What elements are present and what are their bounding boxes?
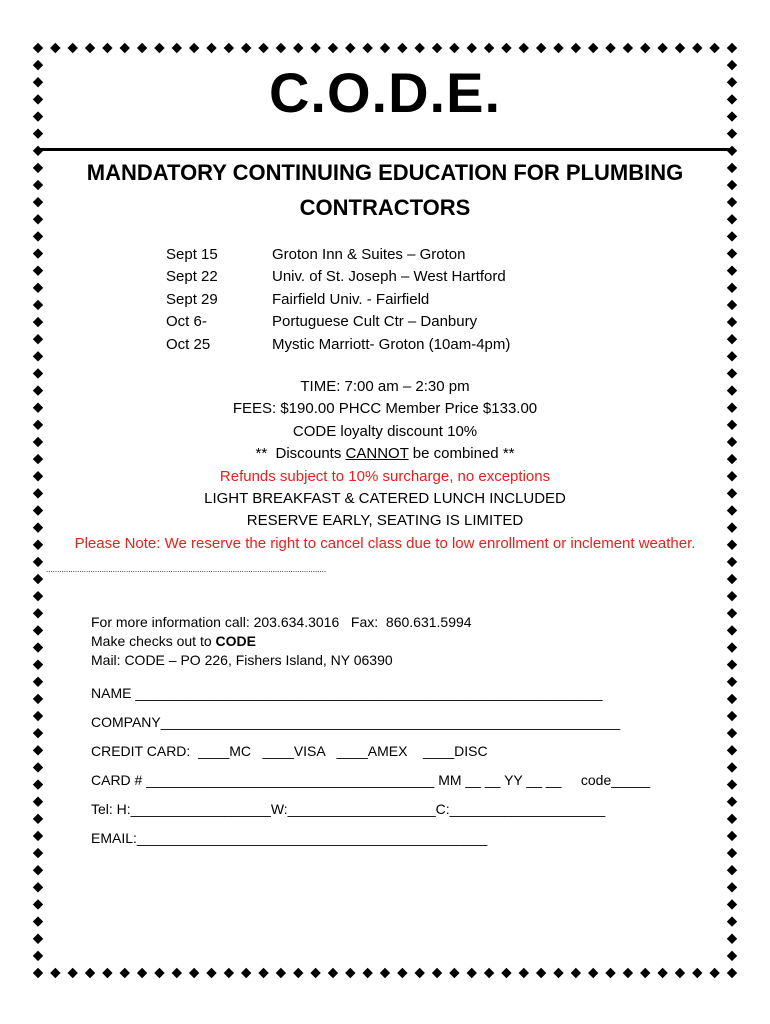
border-diamond [33,762,43,772]
border-diamond [33,625,43,635]
page-title: C.O.D.E. [268,61,502,124]
border-diamond [727,642,737,652]
mail-address: Mail: CODE – PO 226, Fishers Island, NY 06390 [91,652,393,668]
border-diamond [727,283,737,293]
border-diamond [727,779,737,789]
border-diamond [380,968,390,978]
border-diamond [727,968,737,978]
border-diamond [102,968,112,978]
border-diamond [33,677,43,687]
border-diamond [154,968,164,978]
border-diamond [189,968,199,978]
border-diamond [224,968,234,978]
border-diamond [640,968,650,978]
border-diamond [727,711,737,721]
border-diamond [727,677,737,687]
border-diamond [467,968,477,978]
schedule-row [166,334,510,356]
border-diamond [675,968,685,978]
border-diamond [33,779,43,789]
discounts-suffix: be combined ** [408,445,515,463]
border-diamond [727,659,737,669]
border-diamond [33,574,43,584]
schedule-date: Oct 25 [166,335,211,353]
border-diamond [727,694,737,704]
border-diamond [727,300,737,310]
border-diamond [172,968,182,978]
refunds-text: Refunds subject to 10% surcharge, no exceptions [219,467,551,485]
border-diamond [33,351,43,361]
border-diamond [727,728,737,738]
class-info [0,376,770,555]
border-diamond [33,916,43,926]
border-diamond [727,265,737,275]
border-diamond [120,968,130,978]
border-diamond [33,968,43,978]
border-diamond [727,865,737,875]
border-diamond [33,248,43,258]
subtitle [40,155,730,225]
checks-text [91,632,472,651]
border-diamond [727,882,737,892]
schedule-location: Portuguese Cult Ctr – Danbury [272,313,478,331]
border-diamond [68,968,78,978]
schedule-row [166,244,510,266]
border-diamond [588,968,598,978]
schedule-row [166,311,510,333]
phone-fax-text: For more information call: 203.634.3016 Fax: 860.631.5994 [91,614,472,630]
border-diamond [397,968,407,978]
border-diamond [623,968,633,978]
border-diamond [33,265,43,275]
border-diamond [727,317,737,327]
border-diamond [258,968,268,978]
border-diamond [362,968,372,978]
border-diamond [727,934,737,944]
border-diamond [33,848,43,858]
border-diamond [33,831,43,841]
schedule-date: Oct 6- [166,313,207,331]
schedule-date: Sept 15 [166,246,218,263]
border-diamond [33,334,43,344]
border-diamond [33,797,43,807]
border-diamond [310,968,320,978]
border-diamond [727,797,737,807]
loyalty-text: CODE loyalty discount 10% [292,422,478,440]
border-diamond [519,968,529,978]
border-diamond [727,608,737,618]
border-diamond [276,968,286,978]
border-diamond [241,968,251,978]
border-diamond [206,968,216,978]
border-diamond [33,899,43,909]
border-diamond [727,745,737,755]
border-diamond [727,951,737,961]
border-diamond [727,762,737,772]
border-diamond [33,591,43,601]
border-diamond [345,968,355,978]
border-diamond [33,694,43,704]
border-diamond [293,968,303,978]
schedule-row [166,266,510,288]
schedule-date: Sept 29 [166,290,218,308]
border-diamond [33,711,43,721]
schedule-location: Univ. of St. Joseph – West Hartford [272,268,506,286]
border-diamond [727,831,737,841]
border-diamond [449,968,459,978]
border-diamond [33,317,43,327]
border-diamond [484,968,494,978]
border-diamond [33,642,43,652]
border-diamond [727,351,737,361]
fees-text: FEES: $190.00 PHCC Member Price $133.00 [232,400,538,418]
breakfast-text: LIGHT BREAKFAST & CATERED LUNCH INCLUDED [204,489,566,507]
company-field[interactable]: COMPANY___________________________________________________________ [91,714,621,730]
border-diamond [727,574,737,584]
discounts-prefix: ** Discounts [255,445,346,463]
discounts-emphasis: CANNOT [345,445,409,463]
border-diamond [33,882,43,892]
border-diamond [33,608,43,618]
border-diamond [85,968,95,978]
schedule-location: Fairfield Univ. - Fairfield [272,290,430,308]
reserve-text: RESERVE EARLY, SEATING IS LIMITED [246,512,524,530]
contact-info [91,613,472,670]
credit-card-options[interactable]: CREDIT CARD: ____MC ____VISA ____AMEX ____DISC [91,743,488,759]
border-diamond [727,557,737,567]
border-diamond [432,968,442,978]
schedule-date: Sept 22 [166,268,218,286]
registration-form [91,679,650,853]
border-diamond [33,231,43,241]
border-diamond [501,968,511,978]
border-diamond [33,951,43,961]
telephone-fields[interactable]: Tel: H:__________________W:___________________C:____________________ [91,801,606,817]
cancellation-note: Please Note: We reserve the right to cancel class due to low enrollment or inclement weather. [74,534,696,552]
border-diamond [33,300,43,310]
border-diamond [727,916,737,926]
schedule-row [166,289,510,311]
card-number-field[interactable]: CARD # _____________________________________ MM __ __ YY __ __ code_____ [91,772,651,788]
border-diamond [328,968,338,978]
border-diamond [727,899,737,909]
border-diamond [33,934,43,944]
schedule-location: Groton Inn & Suites – Groton [272,246,466,263]
border-diamond [50,968,60,978]
subtitle-line-2: CONTRACTORS [299,195,471,220]
border-diamond [137,968,147,978]
border-diamond [33,745,43,755]
schedule-location: Mystic Marriott- Groton (10am-4pm) [272,335,511,353]
border-diamond [33,659,43,669]
border-diamond [571,968,581,978]
border-diamond [536,968,546,978]
border-diamond [657,968,667,978]
border-diamond [33,728,43,738]
subtitle-line-1: MANDATORY CONTINUING EDUCATION FOR PLUMBING [86,160,684,185]
time-text: TIME: 7:00 am – 2:30 pm [300,378,470,395]
email-field[interactable]: EMAIL:_____________________________________________ [91,830,488,846]
border-diamond [727,848,737,858]
border-diamond [33,557,43,567]
border-diamond [727,625,737,635]
border-diamond [33,283,43,293]
dotted-separator: .............................................................................................................................. [46,566,327,574]
border-diamond [553,968,563,978]
border-diamond [415,968,425,978]
border-diamond [727,231,737,241]
border-diamond [709,968,719,978]
checks-prefix: Make checks out to [91,633,216,649]
border-diamond [33,865,43,875]
border-diamond [727,334,737,344]
border-diamond [727,591,737,601]
name-field[interactable]: NAME ____________________________________________________________ [91,685,603,701]
border-diamond [605,968,615,978]
border-diamond [692,968,702,978]
checks-payee: CODE [215,633,256,649]
border-diamond [727,248,737,258]
border-diamond [727,814,737,824]
discounts-text [0,443,770,465]
border-diamond [33,814,43,824]
schedule-list [166,244,510,356]
